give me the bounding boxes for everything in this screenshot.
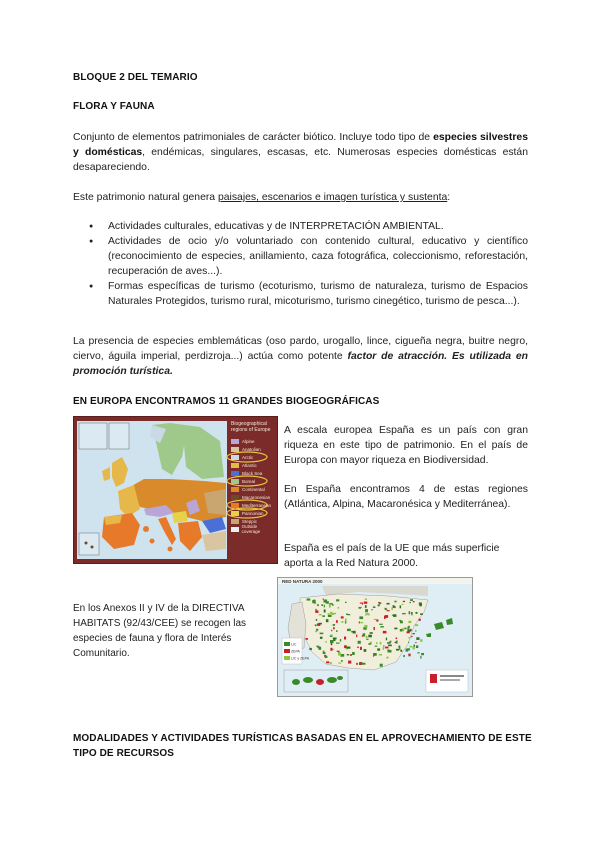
spain-legend-label: LIC y ZEPA	[291, 656, 310, 661]
natura-site-mark	[323, 651, 324, 652]
natura-site-mark	[324, 609, 326, 612]
natura-site-mark	[333, 627, 335, 629]
natura-site-mark	[417, 652, 419, 653]
legend-swatch	[231, 447, 239, 452]
spain-legend-label: ZEPA	[291, 649, 300, 654]
natura-site-mark	[326, 619, 329, 622]
natura-site-mark	[409, 611, 411, 614]
natura-site-mark	[326, 661, 329, 663]
natura-site-mark	[415, 642, 416, 643]
natura-site-mark	[383, 631, 387, 634]
natura-site-mark	[323, 652, 326, 654]
natura-site-mark	[371, 609, 372, 610]
natura-site-mark	[408, 642, 409, 643]
patrimonio-paragraph: Este patrimonio natural genera paisajes, escenarios e imagen turística y sustenta:	[73, 192, 451, 203]
legend-swatch	[231, 519, 239, 524]
natura-site-mark	[345, 602, 347, 603]
natura-site-mark	[338, 662, 341, 663]
legend-label: Boreal	[242, 478, 256, 484]
natura-site-mark	[323, 599, 324, 600]
natura-site-mark	[368, 643, 371, 645]
natura-site-mark	[336, 599, 339, 601]
natura-site-mark	[332, 605, 334, 606]
natura-site-mark	[415, 630, 417, 632]
europe-biogeographic-map	[73, 416, 278, 564]
document-heading-bloque: BLOQUE 2 DEL TEMARIO	[73, 72, 198, 83]
natura-site-mark	[315, 631, 317, 633]
natura-site-mark	[387, 650, 389, 652]
natura-site-mark	[379, 654, 382, 655]
natura-site-mark	[347, 654, 350, 655]
natura-site-mark	[409, 646, 412, 648]
europe-map-legend	[231, 421, 275, 533]
natura-site-mark	[331, 630, 332, 631]
natura-site-mark	[396, 649, 399, 651]
natura-site-mark	[316, 646, 319, 647]
natura-site-mark	[420, 639, 422, 642]
legend-label: Arctic	[242, 454, 254, 460]
species-emphasis: factor de atracción. Es utilizada en promoción turística.	[73, 351, 528, 377]
natura-site-mark	[408, 626, 410, 627]
natura-site-mark	[340, 639, 341, 641]
directiva-habitats-paragraph: En los Anexos II y IV de la DIRECTIVA HABITATS (92/43/CEE) se recogen las especies de fauna y flora de Interés Comunitario.	[73, 603, 247, 659]
natura-site-mark	[328, 615, 332, 617]
legend-label: Mediterranean	[242, 502, 272, 508]
natura-site-mark	[383, 647, 385, 650]
legend-label: Black Sea	[242, 470, 263, 476]
natura-site-mark	[330, 634, 332, 635]
legend-item	[231, 485, 275, 493]
legend-swatch	[231, 471, 239, 476]
natura-site-mark	[364, 602, 368, 604]
natura-site-mark	[362, 663, 366, 665]
legend-label: Anatolian	[242, 446, 261, 452]
natura-site-mark	[365, 599, 367, 600]
legend-swatch	[231, 463, 239, 468]
natura-site-mark	[330, 636, 333, 637]
natura-site-mark	[410, 602, 411, 603]
natura-site-mark	[387, 610, 390, 611]
natura-site-mark	[419, 619, 421, 621]
natura-site-mark	[376, 619, 378, 621]
natura-site-mark	[411, 636, 412, 637]
natura-site-mark	[379, 602, 381, 604]
natura-site-mark	[306, 638, 308, 640]
natura-site-mark	[368, 635, 372, 638]
activities-list	[73, 219, 528, 309]
natura-site-mark	[359, 607, 362, 608]
natura-site-mark	[336, 643, 340, 644]
natura-site-mark	[416, 645, 418, 648]
natura-site-mark	[380, 642, 382, 645]
natura-site-mark	[408, 621, 411, 623]
natura-site-mark	[396, 638, 398, 640]
natura-site-mark	[344, 645, 347, 648]
natura-site-mark	[351, 631, 354, 632]
natura-site-mark	[376, 642, 378, 644]
natura-site-mark	[332, 613, 336, 615]
natura-site-mark	[421, 653, 424, 655]
natura-site-mark	[394, 601, 396, 603]
natura-site-mark	[360, 647, 362, 650]
natura-site-mark	[387, 603, 390, 605]
natura-site-mark	[411, 615, 412, 616]
legend-swatch	[231, 495, 239, 500]
natura-site-mark	[359, 616, 363, 619]
natura-site-mark	[413, 647, 415, 650]
legend-item	[231, 525, 275, 533]
natura-site-mark	[325, 641, 327, 642]
natura-site-mark	[360, 603, 363, 604]
natura-site-mark	[410, 599, 413, 601]
natura-site-mark	[326, 601, 329, 604]
legend-label: Outside coverage	[241, 524, 261, 534]
natura-site-mark	[347, 614, 350, 615]
natura-site-mark	[363, 633, 366, 636]
natura-site-mark	[383, 645, 384, 646]
natura-site-mark	[380, 626, 384, 627]
natura-site-mark	[386, 608, 387, 609]
natura-site-mark	[404, 628, 406, 630]
natura-site-mark	[400, 605, 402, 608]
legend-label: Atlantic	[242, 462, 257, 468]
list-item: ● Formas específicas de turismo (ecoturismo, turismo de naturaleza, turismo de Espacios Naturales Protegidos, turismo rural, micoturismo, turismo cinegético, turismo de pesca...).	[73, 279, 528, 309]
legend-label: Continental	[242, 486, 265, 492]
legend-item	[231, 461, 275, 469]
natura-site-mark	[420, 656, 421, 659]
natura-site-mark	[377, 648, 380, 650]
natura-site-mark	[347, 647, 351, 649]
natura-site-mark	[356, 663, 358, 665]
natura-site-mark	[316, 629, 318, 631]
natura-site-mark	[319, 623, 322, 625]
natura-site-mark	[356, 635, 357, 638]
natura-site-mark	[413, 633, 415, 634]
natura-site-mark	[328, 613, 330, 615]
natura-site-mark	[408, 654, 410, 657]
legend-item	[231, 469, 275, 477]
natura-site-mark	[420, 613, 423, 615]
natura-site-mark	[342, 621, 344, 623]
list-item: ● Actividades culturales, educativas y de INTERPRETACIÓN AMBIENTAL.	[73, 219, 528, 234]
natura-site-mark	[419, 603, 422, 606]
natura-site-mark	[332, 649, 334, 650]
natura-site-mark	[336, 630, 337, 632]
natura-site-mark	[359, 622, 360, 624]
natura-site-mark	[338, 651, 340, 652]
natura-site-mark	[319, 649, 321, 650]
natura-site-mark	[322, 615, 325, 617]
natura-site-mark	[331, 643, 333, 645]
natura-site-mark	[366, 636, 368, 638]
natura-site-mark	[380, 664, 383, 667]
legend-item	[231, 501, 275, 509]
natura-site-mark	[373, 653, 377, 656]
section-heading-flora: FLORA Y FAUNA	[73, 101, 155, 112]
natura-site-mark	[379, 624, 382, 625]
legend-swatch	[231, 511, 239, 516]
natura-site-mark	[375, 646, 378, 647]
natura-site-mark	[341, 660, 343, 662]
legend-label: Macaronesian	[242, 494, 271, 500]
natura-site-mark	[333, 624, 336, 626]
natura-site-mark	[403, 601, 405, 602]
natura-site-mark	[416, 612, 418, 614]
legend-title: Biogeographical regions of Europe	[231, 421, 271, 433]
natura-site-mark	[345, 619, 347, 622]
natura-site-mark	[388, 645, 392, 647]
natura-site-mark	[320, 637, 323, 639]
natura-site-mark	[315, 610, 318, 613]
natura-site-mark	[402, 613, 406, 614]
legend-swatch	[231, 479, 239, 484]
natura-site-mark	[336, 620, 338, 623]
natura-site-mark	[394, 628, 397, 630]
natura-site-mark	[402, 604, 404, 605]
natura-site-mark	[406, 649, 409, 652]
natura-site-mark	[315, 624, 317, 626]
spain-legend-label: LIC	[291, 642, 297, 647]
legend-swatch	[231, 439, 239, 444]
natura-site-mark	[358, 641, 361, 644]
europe-paragraph-2: En España encontramos 4 de estas regiones (Atlántica, Alpina, Macaronésica y Mediterránea).	[284, 484, 528, 510]
natura-site-mark	[374, 619, 377, 620]
natura-site-mark	[413, 601, 415, 602]
natura-site-mark	[359, 662, 361, 665]
natura-site-mark	[398, 646, 400, 648]
legend-item	[231, 445, 275, 453]
legend-swatch	[231, 487, 239, 492]
natura-site-mark	[403, 655, 405, 657]
natura-site-mark	[386, 657, 388, 659]
legend-label: Alpine	[242, 438, 255, 444]
natura-site-mark	[415, 624, 418, 626]
natura-site-mark	[385, 615, 388, 618]
natura-site-mark	[338, 653, 341, 656]
natura-site-mark	[317, 604, 319, 606]
intro-paragraph: Conjunto de elementos patrimoniales de carácter biótico. Incluye todo tipo de especies silvestres y domésticas, endémicas, singulares, escasas, etc. Numerosas especies domésticas están desapareciendo.	[73, 132, 528, 173]
natura-site-mark	[330, 640, 334, 643]
natura-site-mark	[320, 633, 324, 635]
natura-site-mark	[329, 604, 331, 607]
natura-site-mark	[399, 648, 400, 650]
natura-site-mark	[396, 641, 398, 644]
natura-site-mark	[385, 647, 389, 649]
europe-paragraph-1: A escala europea España es un país con gran riqueza en este tipo de patrimonio. En el país de Europa con mayor riqueza en Biodiversidad.	[284, 425, 528, 466]
natura-site-mark	[400, 629, 403, 632]
natura-site-mark	[352, 652, 355, 655]
natura-site-mark	[347, 629, 351, 631]
natura-site-mark	[316, 619, 318, 621]
natura-site-mark	[370, 632, 373, 634]
natura-site-mark	[390, 641, 392, 643]
legend-label: Steppic	[242, 518, 258, 524]
natura-site-mark	[365, 605, 367, 608]
natura-site-mark	[312, 600, 316, 603]
natura-site-mark	[394, 606, 396, 608]
natura-site-mark	[414, 645, 415, 647]
natura-site-mark	[364, 625, 367, 628]
natura-site-mark	[368, 614, 370, 616]
natura-site-mark	[321, 604, 323, 606]
natura-site-mark	[408, 637, 410, 638]
natura-site-mark	[411, 612, 413, 615]
natura-site-mark	[357, 647, 359, 648]
natura-site-mark	[330, 662, 332, 664]
natura-site-mark	[319, 614, 322, 615]
natura-site-mark	[333, 638, 337, 640]
intro-bold-phrase: especies silvestres y domésticas	[73, 132, 528, 158]
europe-paragraph-3: España es el país de la UE que más superficie aporta a la Red Natura 2000.	[284, 543, 500, 569]
natura-site-mark	[325, 656, 328, 658]
natura-site-mark	[378, 604, 380, 606]
natura-site-mark	[400, 621, 403, 624]
natura-site-mark	[400, 650, 402, 652]
natura-site-mark	[364, 649, 367, 652]
legend-item	[231, 437, 275, 445]
legend-label: Pannonian	[242, 510, 264, 516]
natura-site-mark	[393, 614, 396, 617]
natura-site-mark	[391, 607, 393, 610]
natura-site-mark	[386, 638, 387, 641]
natura-site-mark	[338, 607, 340, 609]
natura-site-mark	[407, 630, 410, 632]
natura-site-mark	[374, 627, 375, 630]
section-heading-modalidades: MODALIDADES Y ACTIVIDADES TURÍSTICAS BASADAS EN EL APROVECHAMIENTO DE ESTE TIPO DE RECURSOS	[73, 733, 532, 759]
spain-map-title: RED NATURA 2000	[282, 579, 323, 584]
natura-site-mark	[330, 612, 332, 615]
section-heading-europa: EN EUROPA ENCONTRAMOS 11 GRANDES BIOGEOGRÁFICAS	[73, 396, 380, 407]
natura-site-mark	[373, 606, 376, 608]
legend-item	[231, 453, 275, 461]
natura-site-mark	[309, 648, 311, 650]
natura-sites-layer	[278, 578, 472, 696]
legend-swatch	[231, 455, 239, 460]
natura-site-mark	[365, 609, 368, 612]
natura-site-mark	[341, 616, 344, 618]
natura-site-mark	[350, 654, 352, 656]
legend-item	[231, 493, 275, 501]
natura-site-mark	[348, 661, 351, 664]
natura-site-mark	[361, 622, 364, 623]
legend-swatch	[231, 527, 239, 532]
underlined-phrase: paisajes, escenarios e imagen turística y sustenta	[217, 192, 448, 203]
natura-site-mark	[416, 637, 419, 640]
legend-item	[231, 509, 275, 517]
natura-site-mark	[324, 605, 325, 608]
spain-natura-2000-map	[277, 577, 473, 697]
natura-site-mark	[366, 639, 368, 640]
natura-site-mark	[365, 613, 366, 616]
list-item: ● Actividades de ocio y/o voluntariado con contenido cultural, educativo y científico (reconocimiento de especies, anillamiento, caza fotográfica, coleccionismo, reforestación, recuperación de aves...).	[73, 234, 528, 279]
natura-site-mark	[307, 599, 311, 601]
species-paragraph: La presencia de especies emblemáticas (oso pardo, urogallo, lince, cigueña negra, buitre negro, ciervo, águila imperial, perdizroja...) actúa como potente factor de atracción. Es utilizada en promoción turística.	[73, 336, 528, 377]
natura-site-mark	[344, 637, 346, 640]
legend-item	[231, 477, 275, 485]
legend-swatch	[231, 503, 239, 508]
